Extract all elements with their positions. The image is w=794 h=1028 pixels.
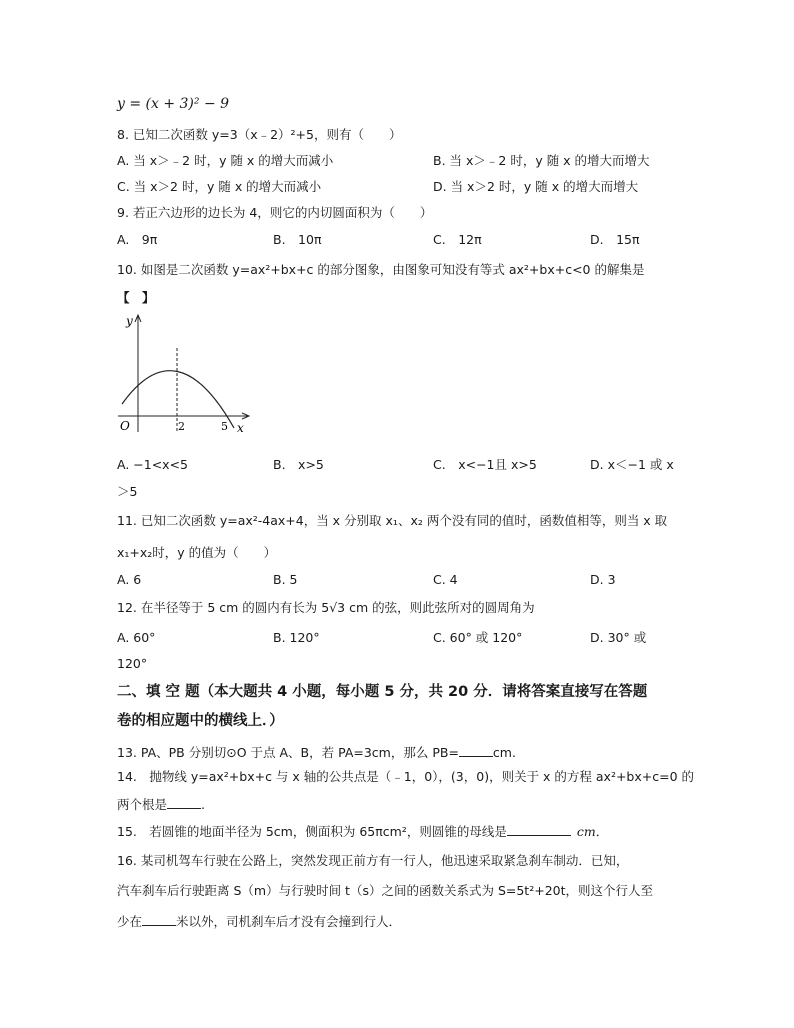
- y-axis-label: y: [126, 314, 133, 328]
- q14-text-post: .: [201, 797, 205, 812]
- q9-stem: 9. 若正六边形的边长为 4，则它的内切圆面积为（ ）: [117, 205, 433, 220]
- tick-5-label: 5: [221, 420, 228, 433]
- q15-text-post: ．: [595, 824, 609, 839]
- q8-option-c: C. 当 x＞2 时，y 随 x 的增大而减小: [117, 179, 322, 194]
- q16-line2: 汽车刹车后行驶距离 S（m）与行驶时间 t（s）之间的函数关系式为 S=5t²+20t，则这个行人至: [117, 883, 654, 898]
- q14-line1: 14. 抛物线 y=ax²+bx+c 与 x 轴的公共点是（﹣1，0），(3，0)，则关于 x 的方程 ax²+bx+c=0 的: [117, 769, 695, 784]
- q13-line: [117, 744, 516, 761]
- q11-option-b: B. 5: [273, 572, 298, 587]
- top-equation: y = (x + 3)² − 9: [117, 96, 230, 112]
- q8-option-a: A. 当 x＞﹣2 时，y 随 x 的增大而减小: [117, 153, 334, 168]
- q12-option-b: B. 120°: [273, 630, 320, 645]
- q8-option-b: B. 当 x＞﹣2 时，y 随 x 的增大而增大: [433, 153, 650, 168]
- x-axis-label: x: [237, 421, 244, 435]
- q10-option-a: A. −1<x<5: [117, 457, 189, 472]
- q9-option-a: A. 9π: [117, 232, 158, 247]
- q10-bracket: 【 】: [117, 290, 155, 305]
- q8-stem: 8. 已知二次函数 y=3（x﹣2）²+5，则有（ ）: [117, 127, 402, 142]
- q10-option-b: B. x>5: [273, 457, 324, 472]
- q14-answer-blank[interactable]: [167, 796, 201, 809]
- q11-stem-line2: x₁+x₂时，y 的值为（ ）: [117, 545, 277, 560]
- q12-option-a: A. 60°: [117, 630, 156, 645]
- q9-option-c: C. 12π: [433, 232, 482, 247]
- q12-stem: 12. 在半径等于 5 cm 的圆内有长为 5√3 cm 的弦，则此弦所对的圆周角为: [117, 600, 535, 615]
- q14-line2: [117, 796, 205, 813]
- q10-stem: 10. 如图是二次函数 y=ax²+bx+c 的部分图象，由图象可知没有等式 ax²+bx+c<0 的解集是: [117, 262, 645, 277]
- q8-option-d: D. 当 x＞2 时，y 随 x 的增大而增大: [433, 179, 639, 194]
- q10-option-d: D. x＜−1 或 x: [590, 457, 674, 472]
- q16-answer-blank[interactable]: [142, 913, 176, 926]
- q13-text-pre: 13. PA、PB 分别切⊙O 于点 A、B，若 PA=3cm，那么 PB=: [117, 745, 459, 760]
- q15-text-pre: 15. 若圆锥的地面半径为 5cm，侧面积为 65πcm²，则圆锥的母线是: [117, 824, 507, 839]
- section2-heading-line1: 二、填 空 题（本大题共 4 小题，每小题 5 分，共 20 分．请将答案直接写在答题: [117, 684, 648, 700]
- q10-parabola-graph: [110, 308, 260, 443]
- q11-option-d: D. 3: [590, 572, 616, 587]
- q11-stem-line1: 11. 已知二次函数 y=ax²-4ax+4，当 x 分别取 x₁、x₂ 两个没有同的值时，函数值相等，则当 x 取: [117, 513, 668, 528]
- q16-line3: [117, 913, 401, 930]
- tick-2-label: 2: [178, 420, 185, 433]
- q10-option-d-continued: ＞5: [117, 484, 138, 499]
- q10-option-c: C. x<−1且 x>5: [433, 457, 537, 472]
- section2-heading-line2: 卷的相应题中的横线上．）: [117, 713, 284, 729]
- q9-option-b: B. 10π: [273, 232, 322, 247]
- q11-option-a: A. 6: [117, 572, 142, 587]
- q13-text-post: cm.: [492, 745, 516, 760]
- q14-text-pre: 两个根是: [117, 797, 168, 812]
- q16-text-pre: 少在: [117, 914, 143, 929]
- q13-answer-blank[interactable]: [459, 744, 493, 757]
- origin-label: O: [120, 419, 130, 433]
- q15-answer-blank[interactable]: [507, 823, 571, 836]
- q11-option-c: C. 4: [433, 572, 458, 587]
- q16-line1: 16. 某司机驾车行驶在公路上，突然发现正前方有一行人，他迅速采取紧急刹车制动．已知，: [117, 853, 629, 868]
- q12-option-c: C. 60° 或 120°: [433, 630, 523, 645]
- q15-unit: cm: [576, 824, 596, 839]
- q9-option-d: D. 15π: [590, 232, 640, 247]
- q15-line: [117, 823, 608, 840]
- q16-text-post: 米以外，司机刹车后才没有会撞到行人．: [176, 914, 402, 929]
- q12-option-d-continued: 120°: [117, 656, 148, 671]
- q12-option-d: D. 30° 或: [590, 630, 647, 645]
